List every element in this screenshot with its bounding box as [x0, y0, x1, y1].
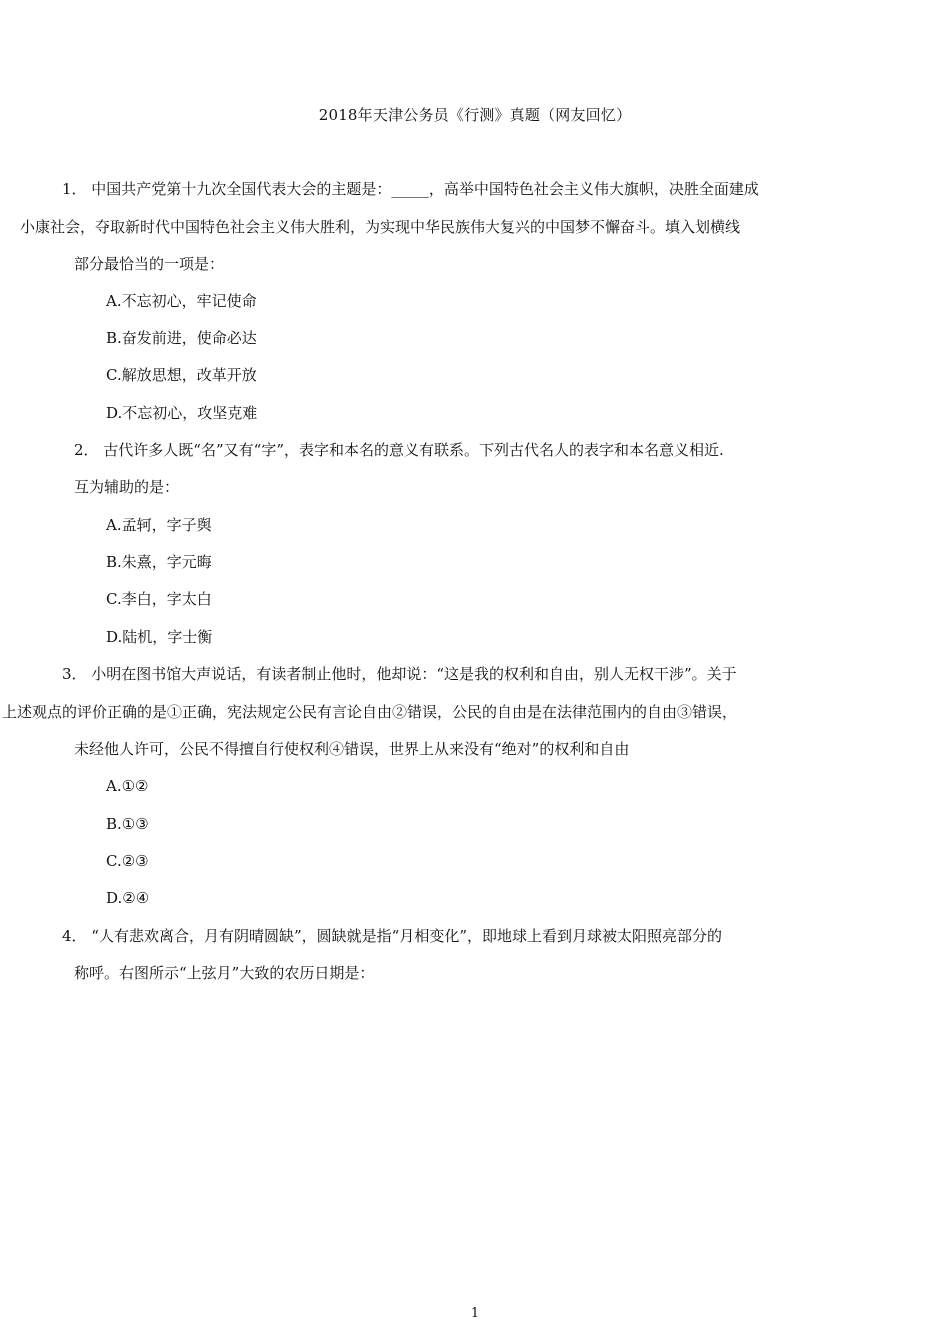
- question-3-option-b: B.①③: [106, 815, 149, 833]
- question-1-option-a: A.不忘初心，牢记使命: [106, 292, 257, 310]
- question-3-line-2: 上述观点的评价正确的是①正确，宪法规定公民有言论自由②错误，公民的自由是在法律范围内的自由③错误，: [2, 703, 738, 721]
- question-2-option-d: D.陆机，字士衡: [106, 628, 213, 646]
- question-4-line-2: 称呼。右图所示“上弦月”大致的农历日期是：: [74, 964, 375, 982]
- document-title: 2018年天津公务员《行测》真题（网友回忆）: [318, 106, 632, 124]
- question-2-option-c: C.李白，字太白: [106, 590, 212, 608]
- question-2-option-b: B.朱熹，字元晦: [106, 553, 212, 571]
- question-1-option-b: B.奋发前进，使命必达: [106, 329, 257, 347]
- question-3-option-d: D.②④: [106, 889, 150, 907]
- question-1-line-3: 部分最恰当的一项是：: [74, 255, 225, 273]
- question-2-line-2: 互为辅助的是：: [74, 478, 180, 496]
- question-1-option-c: C.解放思想，改革开放: [106, 366, 257, 384]
- question-1-line-1: 1． 中国共产党第十九次全国代表大会的主题是：_____，高举中国特色社会主义伟大旗帜，决胜全面建成: [62, 180, 759, 198]
- page-number: 1: [470, 1306, 480, 1321]
- question-2-line-1: 2． 古代许多人既“名”又有“字”，表字和本名的意义有联系。下列古代名人的表字和本名意义相近.: [74, 441, 724, 459]
- question-1-option-d: D.不忘初心，攻坚克难: [106, 404, 258, 422]
- question-1-line-2: 小康社会，夺取新时代中国特色社会主义伟大胜利，为实现中华民族伟大复兴的中国梦不懈奋斗。填入划横线: [20, 218, 741, 236]
- question-3-line-1: 3． 小明在图书馆大声说话，有读者制止他时，他却说：“这是我的权利和自由，别人无权干涉”。关于: [62, 665, 737, 683]
- question-2-option-a: A.孟轲，字子舆: [106, 516, 212, 534]
- question-3-line-3: 未经他人许可，公民不得擅自行使权利④错误，世界上从来没有“绝对”的权利和自由: [74, 740, 630, 758]
- question-3-option-a: A.①②: [106, 777, 149, 795]
- question-4-line-1: 4． “人有悲欢离合，月有阴晴圆缺”，圆缺就是指“月相变化”，即地球上看到月球被太阳照亮部分的: [62, 927, 722, 945]
- question-3-option-c: C.②③: [106, 852, 149, 870]
